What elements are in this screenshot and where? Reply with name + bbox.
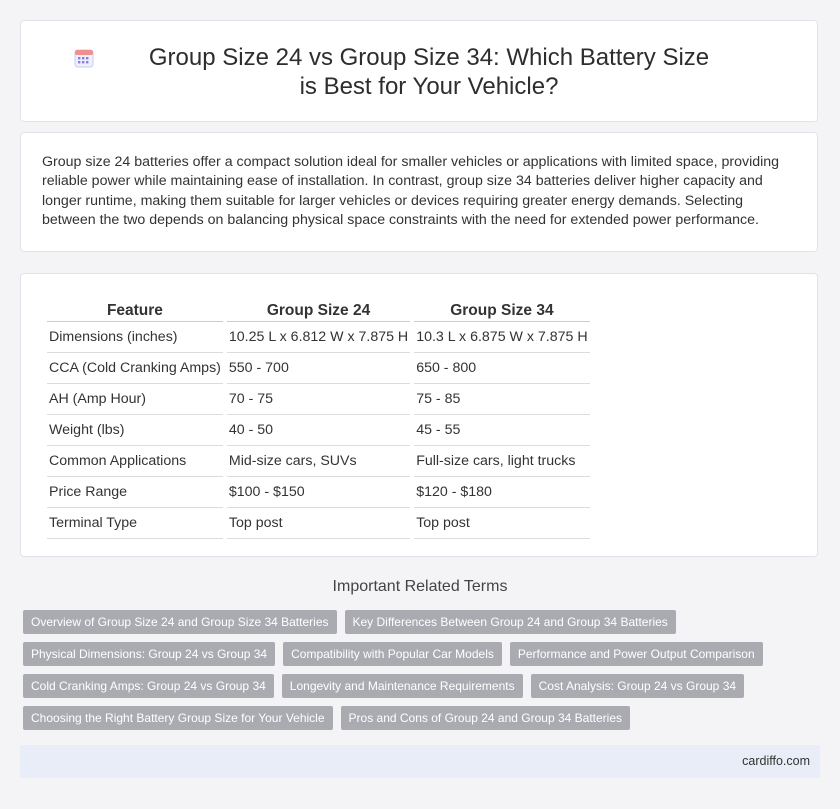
- related-terms-row: [23, 706, 823, 730]
- table-cell: 10.3 L x 6.875 W x 7.875 H: [414, 322, 589, 353]
- related-term-tag[interactable]: Performance and Power Output Comparison: [510, 642, 763, 666]
- related-term-tag[interactable]: Cold Cranking Amps: Group 24 vs Group 34: [23, 674, 274, 698]
- table-cell: Dimensions (inches): [47, 322, 223, 353]
- table-cell: 70 - 75: [227, 384, 410, 415]
- related-term-tag[interactable]: Overview of Group Size 24 and Group Size 34 Batteries: [23, 610, 337, 634]
- table-cell: AH (Amp Hour): [47, 384, 223, 415]
- table-row: [47, 353, 590, 384]
- table-cell: 45 - 55: [414, 415, 589, 446]
- summary-card: [20, 132, 818, 252]
- table-cell: Price Range: [47, 477, 223, 508]
- related-term-tag[interactable]: Key Differences Between Group 24 and Group 34 Batteries: [345, 610, 676, 634]
- table-header-row: [47, 294, 590, 322]
- table-cell: 650 - 800: [414, 353, 589, 384]
- summary-text: Group size 24 batteries offer a compact solution ideal for smaller vehicles or applications with limited space, providing reliable power while maintaining ease of installation. In contrast, group size 34 batteries deliver higher capacity and longer runtime, making them suitable for larger vehicles or devices requiring greater energy demands. Selecting between the two depends on balancing physical space constraints with the need for extended power performance.: [42, 154, 780, 229]
- related-terms-list: [23, 610, 823, 738]
- table-cell: Full-size cars, light trucks: [414, 446, 589, 477]
- table-row: [47, 477, 590, 508]
- related-terms-row: [23, 642, 823, 666]
- table-cell: CCA (Cold Cranking Amps): [47, 353, 223, 384]
- footer-site-link[interactable]: cardiffo.com: [742, 754, 810, 768]
- table-cell: $120 - $180: [414, 477, 589, 508]
- related-terms-row: [23, 674, 823, 698]
- related-term-tag[interactable]: Longevity and Maintenance Requirements: [282, 674, 523, 698]
- related-term-tag[interactable]: Physical Dimensions: Group 24 vs Group 34: [23, 642, 275, 666]
- table-row: [47, 415, 590, 446]
- related-term-tag[interactable]: Cost Analysis: Group 24 vs Group 34: [531, 674, 744, 698]
- table-row: [47, 322, 590, 353]
- table-cell: 10.25 L x 6.812 W x 7.875 H: [227, 322, 410, 353]
- footer: [20, 745, 820, 778]
- table-cell: Top post: [414, 508, 589, 539]
- table-cell: Common Applications: [47, 446, 223, 477]
- title-card: [20, 20, 818, 122]
- table-row: [47, 446, 590, 477]
- related-term-tag[interactable]: Pros and Cons of Group 24 and Group 34 Batteries: [341, 706, 631, 730]
- page-title: Group Size 24 vs Group Size 34: Which Battery Size is Best for Your Vehicle?: [148, 44, 710, 100]
- table-cell: Terminal Type: [47, 508, 223, 539]
- table-cell: 75 - 85: [414, 384, 589, 415]
- related-terms-row: [23, 610, 823, 634]
- column-header: Group Size 24: [227, 294, 410, 322]
- table-row: [47, 384, 590, 415]
- column-header: Group Size 34: [414, 294, 589, 322]
- table-cell: 40 - 50: [227, 415, 410, 446]
- related-term-tag[interactable]: Choosing the Right Battery Group Size for Your Vehicle: [23, 706, 333, 730]
- column-header: Feature: [47, 294, 223, 322]
- table-cell: Mid-size cars, SUVs: [227, 446, 410, 477]
- comparison-table-card: [20, 273, 818, 557]
- related-term-tag[interactable]: Compatibility with Popular Car Models: [283, 642, 502, 666]
- related-terms-title: Important Related Terms: [332, 578, 508, 595]
- table-cell: Top post: [227, 508, 410, 539]
- table-row: [47, 508, 590, 539]
- table-cell: Weight (lbs): [47, 415, 223, 446]
- comparison-table: [43, 294, 594, 539]
- table-cell: $100 - $150: [227, 477, 410, 508]
- table-cell: 550 - 700: [227, 353, 410, 384]
